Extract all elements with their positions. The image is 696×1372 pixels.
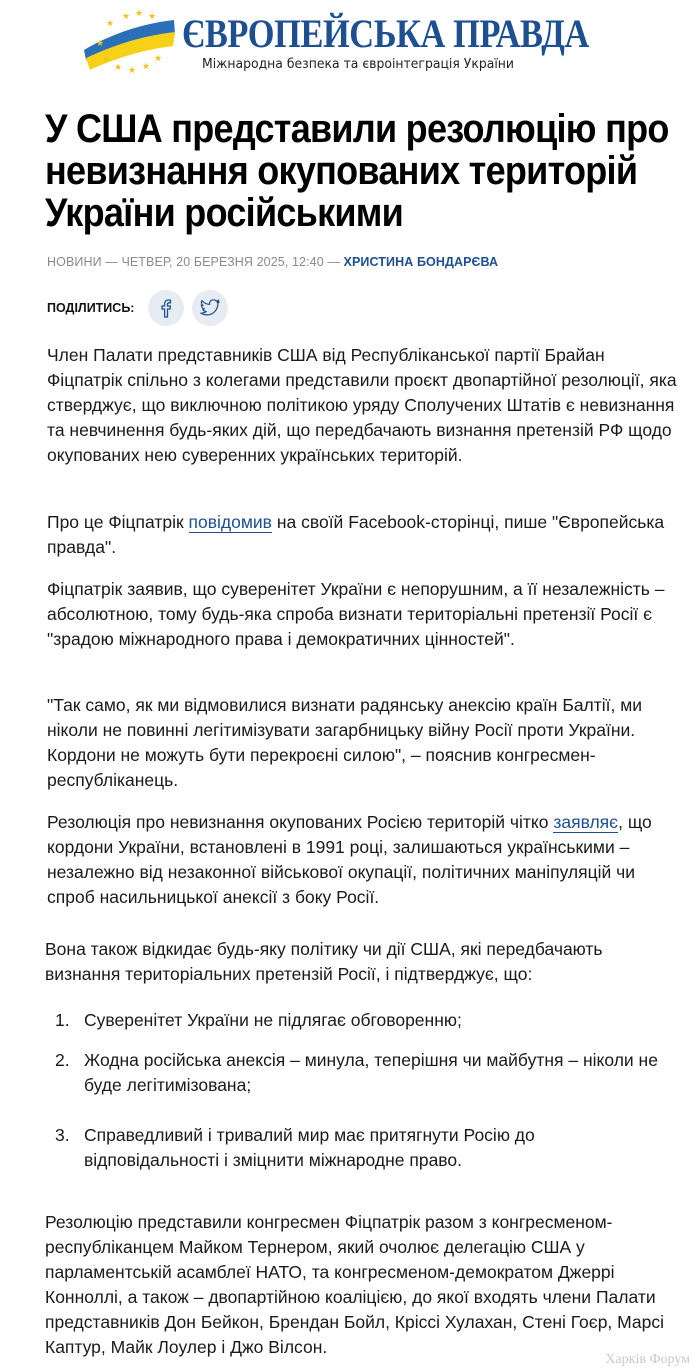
link-zayavlyaye[interactable]: заявляє [553, 812, 619, 832]
watermark: Харків Форум [605, 1352, 690, 1367]
share-facebook-button[interactable] [148, 290, 184, 326]
svg-text:★: ★ [102, 55, 111, 65]
paragraph-text: Член Палати представників США від Республіканської партії Брайан Фіцпатрік спільно з колегами представили проєкт двопартійної резолюції, яка стверджує, що виключною політикою уряду Сполучених Штатів є невизнання та невчинення будь-яких дій, що передбачають визнання претензій РФ щодо окупованих нею суверенних українських територій. [47, 345, 677, 465]
paragraph-cosponsors [45, 1210, 685, 1360]
svg-text:★: ★ [106, 19, 115, 29]
svg-text:★: ★ [128, 66, 137, 74]
twitter-icon [199, 298, 221, 318]
paragraph-text: "Так само, як ми відмовилися визнати радянську анексію країн Балтії, ми ніколи не повинні легітимізувати загарбницьку війну Росії проти України. Кордони не можуть бути перекроєні силою", – пояснив конгресмен-республіканець. [47, 695, 643, 790]
meta-separator: — [101, 255, 122, 269]
paragraph-list-intro [45, 937, 680, 987]
article-meta [47, 255, 498, 269]
list-item [55, 1048, 685, 1098]
paragraph-source [47, 510, 682, 560]
list-item [55, 1008, 685, 1033]
paragraph-statement [47, 577, 682, 652]
logo-subtitle: Міжнародна безпека та євроінтеграція України [202, 56, 514, 72]
share-bar [47, 290, 236, 326]
logo-title[interactable]: ЄВРОПЕЙСЬКА ПРАВДА [182, 11, 589, 56]
facebook-icon [157, 298, 175, 318]
paragraph-text: на своїй Facebook-сторінці, пише "Європейська правда". [47, 512, 665, 557]
list-number: 2. [55, 1050, 70, 1070]
svg-text:★: ★ [96, 39, 105, 49]
paragraph-text: Фіцпатрік заявив, що суверенітет України є непорушним, а її незалежність – абсолютною, тому будь-яка спроба визнати територіальні претензії Росії є "зрадою міжнародного права і демократичних цінностей". [47, 579, 665, 649]
link-povidomyv[interactable]: повідомив [188, 512, 272, 532]
section-label[interactable]: НОВИНИ [47, 255, 102, 269]
site-header [0, 0, 696, 90]
article-title: У США представили резолюцію про невизнання окупованих територій України російськими [45, 107, 669, 235]
paragraph-text: Вона також відкидає будь-яку політику чи дії США, які передбачають визнання територіальних претензій Росії, і підтверджує, що: [45, 939, 603, 984]
svg-text:★: ★ [154, 54, 163, 64]
list-item [55, 1123, 685, 1173]
svg-text:★: ★ [114, 63, 123, 73]
paragraph-text: Про це Фіцпатрік [47, 512, 189, 532]
author-link[interactable]: ХРИСТИНА БОНДАРЄВА [343, 255, 499, 269]
list-number: 1. [55, 1010, 70, 1030]
paragraph-text: Резолюція про невизнання окупованих Росією територій чітко [47, 812, 554, 832]
paragraph-text: , що кордони України, встановлені в 1991 році, залишаються українськими – незалежно від незаконної військової окупації, політичних маніпуляцій чи спроб насильницької анексії з боку Росії. [47, 812, 652, 907]
meta-separator: — [323, 255, 344, 269]
paragraph-intro [47, 343, 682, 468]
svg-text:★: ★ [135, 9, 144, 19]
share-twitter-button[interactable] [192, 290, 228, 326]
list-text: Суверенітет України не підлягає обговоренню; [84, 1010, 462, 1030]
paragraph-resolution [47, 810, 682, 910]
paragraph-quote [47, 693, 682, 793]
eu-ukraine-flag-logo-icon[interactable] [78, 6, 178, 74]
list-number: 3. [55, 1125, 70, 1145]
svg-text:★: ★ [142, 62, 151, 72]
publish-date: ЧЕТВЕР, 20 БЕРЕЗНЯ 2025, 12:40 [121, 255, 324, 269]
svg-text:★: ★ [148, 12, 157, 22]
paragraph-text: Резолюцію представили конгресмен Фіцпатрік разом з конгресменом-республіканцем Майком Тернером, який очолює делегацію США у парламентській асамблеї НАТО, та конгресменом-демократом Джеррі Конноллі, а також – двопартійною коаліцією, до якої входять члени Палати представників Дон Бейкон, Брендан Бойл, Кріссі Хулахан, Стені Гоєр, Марсі Каптур, Майк Лоулер і Джо Вілсон. [45, 1212, 665, 1357]
list-text: Справедливий і тривалий мир має притягнути Росію до відповідальності і зміцнити міжнародне право. [84, 1125, 535, 1170]
share-label: ПОДІЛИТИСЬ: [47, 301, 135, 315]
list-text: Жодна російська анексія – минула, теперішня чи майбутня – ніколи не буде легітимізована; [84, 1050, 658, 1095]
svg-text:★: ★ [122, 12, 131, 22]
